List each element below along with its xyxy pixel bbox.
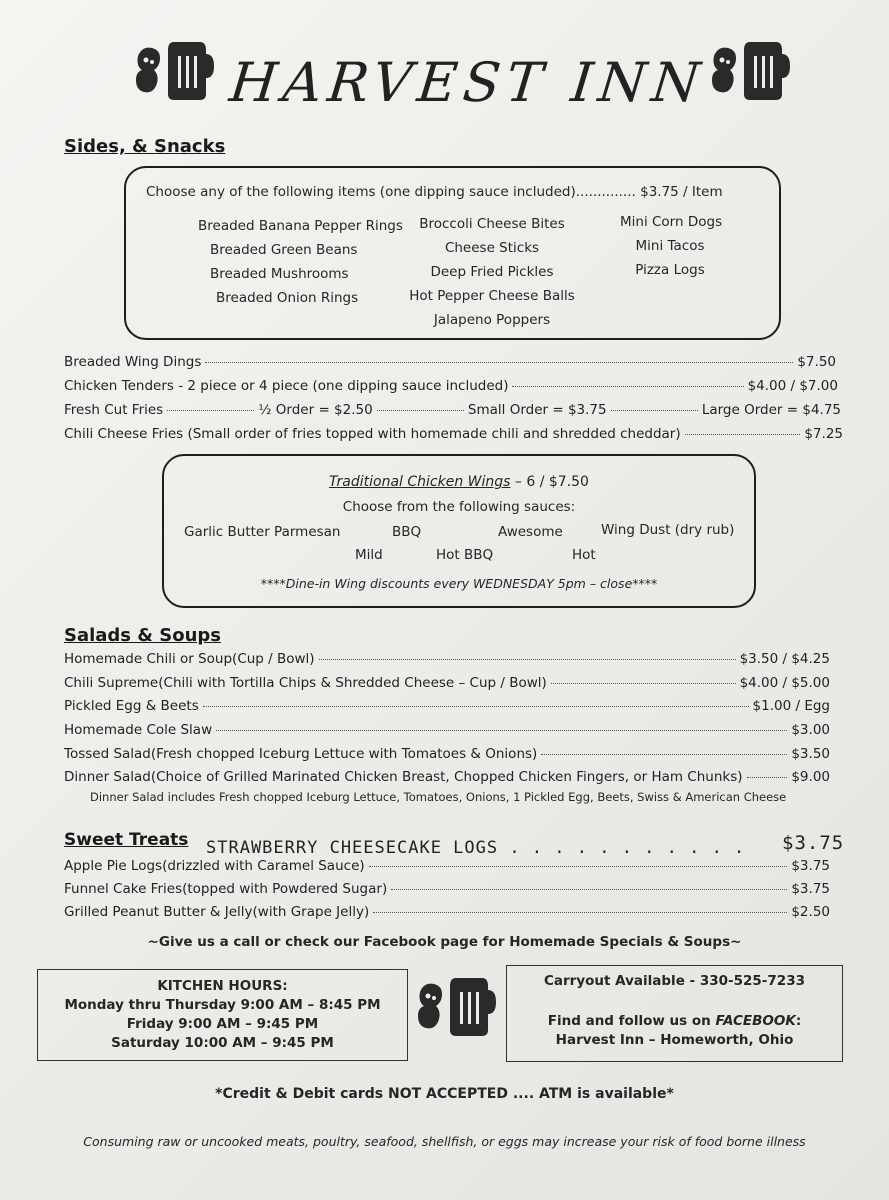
food-safety-disclaimer: Consuming raw or uncooked meats, poultry, seafood, shellfish, or eggs may increase your risk of food borne illness: [83, 1134, 806, 1149]
menu-item-dinner-salad: Dinner Salad (Choice of Grilled Marinated Chicken Breast, Chopped Chicken Fingers, or Ham Chunks) $9.00: [64, 769, 830, 785]
location-line: Harvest Inn – Homeworth, Ohio: [555, 1032, 794, 1048]
payment-notice: *Credit & Debit cards NOT ACCEPTED .... ATM is available*: [215, 1086, 674, 1102]
hours-line: Saturday 10:00 AM – 9:45 PM: [111, 1035, 334, 1051]
sauce-item: Wing Dust (dry rub): [601, 522, 735, 538]
wings-title-line: [162, 474, 756, 490]
beer-mug-logo-bottom: [414, 974, 498, 1038]
list-item: Pizza Logs: [635, 262, 705, 278]
facebook-brand: FACEBOOK: [715, 1013, 796, 1029]
list-item: Mini Tacos: [635, 238, 705, 254]
kitchen-hours: [37, 977, 408, 1053]
sides-col-1: [198, 214, 403, 310]
menu-item-pickled-egg: Pickled Egg & Beets $1.00 / Egg: [64, 698, 830, 714]
wings-discount: ****Dine-in Wing discounts every WEDNESDAY 5pm – close****: [260, 576, 658, 591]
menu-item-chili-cheese-fries: Chili Cheese Fries (Small order of fries topped with homemade chili and shredded cheddar) $7.25: [64, 426, 843, 442]
list-item: Mini Corn Dogs: [620, 214, 723, 230]
menu-item-grilled-pbj: Grilled Peanut Butter & Jelly (with Grape Jelly) $2.50: [64, 904, 830, 920]
list-item: Jalapeno Poppers: [433, 312, 551, 328]
facebook-line: Find and follow us on FACEBOOK:: [547, 1013, 802, 1029]
sauce-item: Hot BBQ: [436, 547, 494, 563]
beer-mug-logo-right: [708, 38, 792, 102]
menu-item-wing-dings: Breaded Wing Dings $7.50: [64, 354, 836, 370]
restaurant-title: HARVEST INN: [226, 51, 709, 114]
sides-heading: Sides, & Snacks: [64, 136, 226, 157]
menu-item-apple-pie-logs: Apple Pie Logs (drizzled with Caramel Sauce) $3.75: [64, 858, 830, 874]
list-item: Breaded Banana Pepper Rings: [198, 218, 403, 234]
dinner-salad-note: Dinner Salad includes Fresh chopped Iceburg Lettuce, Tomatoes, Onions, 1 Pickled Egg, Beets, Swiss & American Cheese: [90, 790, 787, 804]
list-item: Breaded Green Beans: [210, 242, 358, 258]
menu-item-chicken-tenders: Chicken Tenders - 2 piece or 4 piece (one dipping sauce included) $4.00 / $7.00: [64, 378, 838, 394]
menu-item-funnel-cake-fries: Funnel Cake Fries (topped with Powdered Sugar) $3.75: [64, 881, 830, 897]
menu-item-cole-slaw: Homemade Cole Slaw $3.00: [64, 722, 830, 738]
salads-heading: Salads & Soups: [64, 625, 221, 646]
sauce-item: Mild: [355, 547, 383, 563]
sweets-heading: Sweet Treats: [64, 830, 189, 850]
sides-col-2: [404, 212, 580, 332]
list-item: Broccoli Cheese Bites: [419, 216, 565, 232]
carryout-line: Carryout Available - 330-525-7233: [543, 973, 805, 989]
sauce-item: Garlic Butter Parmesan: [184, 524, 341, 540]
sauce-item: Hot: [572, 547, 596, 563]
wings-price: – 6 / $7.50: [510, 474, 589, 490]
list-item: Breaded Onion Rings: [216, 290, 359, 306]
wings-choose: Choose from the following sauces:: [342, 499, 576, 515]
list-item: Breaded Mushrooms: [210, 266, 349, 282]
menu-item-fresh-cut-fries: Fresh Cut Fries ½ Order = $2.50 Small Order = $3.75 Large Order = $4.75: [64, 402, 842, 418]
sauce-item: BBQ: [392, 524, 422, 540]
menu-item-chili-supreme: Chili Supreme (Chili with Tortilla Chips & Shredded Cheese – Cup / Bowl) $4.00 / $5.00: [64, 675, 830, 691]
hours-line: Monday thru Thursday 9:00 AM – 8:45 PM: [64, 997, 381, 1013]
menu-item-tossed-salad: Tossed Salad (Fresh chopped Iceburg Lettuce with Tomatoes & Onions) $3.50: [64, 746, 830, 762]
wings-title: Traditional Chicken Wings: [329, 474, 511, 490]
handwritten-special: STRAWBERRY CHEESECAKE LOGS . . . . . . . . . . .: [206, 838, 746, 858]
sides-intro: Choose any of the following items (one dipping sauce included).............. $3.75 / Item: [146, 184, 723, 200]
list-item: Cheese Sticks: [444, 240, 540, 256]
beer-mug-logo-left: [132, 38, 216, 102]
sides-col-3: [620, 210, 723, 282]
list-item: Hot Pepper Cheese Balls: [409, 288, 575, 304]
list-item: Deep Fried Pickles: [430, 264, 554, 280]
handwritten-special-price: $3.75: [782, 832, 845, 854]
menu-item-chili-soup: Homemade Chili or Soup (Cup / Bowl) $3.50 / $4.25: [64, 651, 830, 667]
hours-line: Friday 9:00 AM – 9:45 PM: [126, 1016, 319, 1032]
kitchen-hours-title: KITCHEN HOURS:: [157, 978, 288, 994]
sauce-item: Awesome: [498, 524, 563, 540]
specials-line: ~Give us a call or check our Facebook page for Homemade Specials & Soups~: [147, 934, 742, 950]
